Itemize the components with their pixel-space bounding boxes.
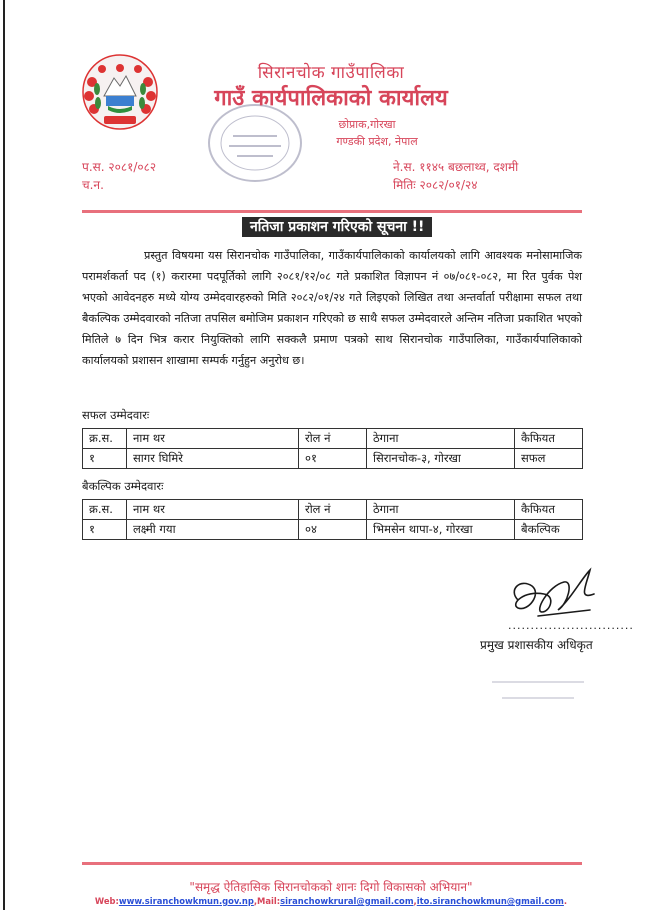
cell-remarks: बैकल्पिक xyxy=(515,520,583,540)
header-remarks: कैफियत xyxy=(515,429,583,449)
header-name: नाम थर xyxy=(127,500,299,520)
email-separator: , xyxy=(413,896,417,906)
office-name: गाउँ कार्यपालिकाको कार्यालय xyxy=(214,85,448,111)
municipality-name: सिरानचोक गाउँपालिका xyxy=(257,63,405,83)
header-divider xyxy=(82,210,582,213)
cell-serial: १ xyxy=(83,449,127,469)
notice-body: प्रस्तुत विषयमा यस सिरानचोक गाउँपालिका, गाउँकार्यपालिकाको कार्यालयको लागि आवश्यक मनोसामाजिक परामर्शकर्ता पद (१) करारमा पदपूर्तिको लागि २०८१/१२/०८ गते प्रकाशित विज्ञापन नं ०७/०८१-०८२, मा रित पुर्वक पेश भएको आवेदनहरु मध्ये योग्य उम्मेदवारहरुको मिति २०८२/०१/२४ गते लिइएको लिखित तथा अन्तर्वार्ता परीक्षामा सफल तथा बैकल्पिक उम्मेदवारको नतिजा तपसिल बमोजिम प्रकाशन गरिएको छ साथै सफल उम्मेदवारले अन्तिम नतिजा प्रकाशित भएको मितिले ७ दिन भित्र करार नियुक्तिको लागि सक्कलै प्रमाण पत्रको साथ सिरानचोक गाउँपालिका, गाउँकार्यपालिकाको कार्यालयको प्रशासन शाखामा सम्पर्क गर्नुहुन अनुरोध छ। xyxy=(82,249,582,367)
cell-name: लक्ष्मी गया xyxy=(127,520,299,540)
footer-end: . xyxy=(563,896,568,906)
successful-candidates-label: सफल उम्मेदवारः xyxy=(82,408,150,422)
header-serial: क्र.स. xyxy=(83,429,127,449)
table-row xyxy=(83,449,583,469)
dispatch-number: च.न. xyxy=(82,178,104,192)
signatory-title: प्रमुख प्रशासकीय अधिकृत xyxy=(480,638,593,652)
seal-stamp-icon xyxy=(478,672,598,708)
website-link[interactable]: www.siranchowkmun.gov.np xyxy=(118,896,254,906)
cell-remarks: सफल xyxy=(515,449,583,469)
signature-line: ............................ xyxy=(508,619,634,632)
alternate-candidates-label: बैकल्पिक उम्मेदवारः xyxy=(82,479,164,493)
mail-label: ,Mail: xyxy=(253,896,281,906)
table-header-row xyxy=(83,429,583,449)
cell-roll: ०१ xyxy=(299,449,367,469)
nepal-sambat-date: ने.स. ११४५ बछलाथ्व, दशमी xyxy=(393,160,519,174)
header-name: नाम थर xyxy=(127,429,299,449)
address-line-1: छोप्राक,गोरखा xyxy=(338,118,396,131)
fiscal-year-ref: प.स. २०८१/०८२ xyxy=(82,160,157,174)
header-remarks: कैफियत xyxy=(515,500,583,520)
header-roll: रोल नं xyxy=(299,429,367,449)
web-label: Web: xyxy=(94,896,119,906)
cell-serial: १ xyxy=(83,520,127,540)
cell-roll: ०४ xyxy=(299,520,367,540)
alternate-candidates-table xyxy=(82,499,583,540)
issue-date: मितिः २०८२/०१/२४ xyxy=(393,178,478,192)
it-email-link[interactable]: ito.siranchowkmun@gmail.com xyxy=(416,896,564,906)
table-header-row xyxy=(83,500,583,520)
successful-candidates-table xyxy=(82,428,583,469)
cell-address: भिमसेन थापा-४, गोरखा xyxy=(367,520,515,540)
email-link[interactable]: siranchowkrural@gmail.com xyxy=(280,896,414,906)
footer-slogan: "समृद्ध ऐतिहासिक सिरानचोकको शानः दिगो विकासको अभियान" xyxy=(189,880,473,894)
page-edge xyxy=(3,0,5,910)
header-roll: रोल नं xyxy=(299,500,367,520)
table-row xyxy=(83,520,583,540)
header-address: ठेगाना xyxy=(367,500,515,520)
cell-name: सागर घिमिरे xyxy=(127,449,299,469)
footer-divider xyxy=(82,862,582,865)
header-serial: क्र.स. xyxy=(83,500,127,520)
cell-address: सिरानचोक-३, गोरखा xyxy=(367,449,515,469)
address-line-2: गण्डकी प्रदेश, नेपाल xyxy=(336,135,418,148)
header-address: ठेगाना xyxy=(367,429,515,449)
notice-title: नतिजा प्रकाशन गरिएको सूचना !! xyxy=(242,217,432,237)
footer-contacts xyxy=(0,896,662,906)
